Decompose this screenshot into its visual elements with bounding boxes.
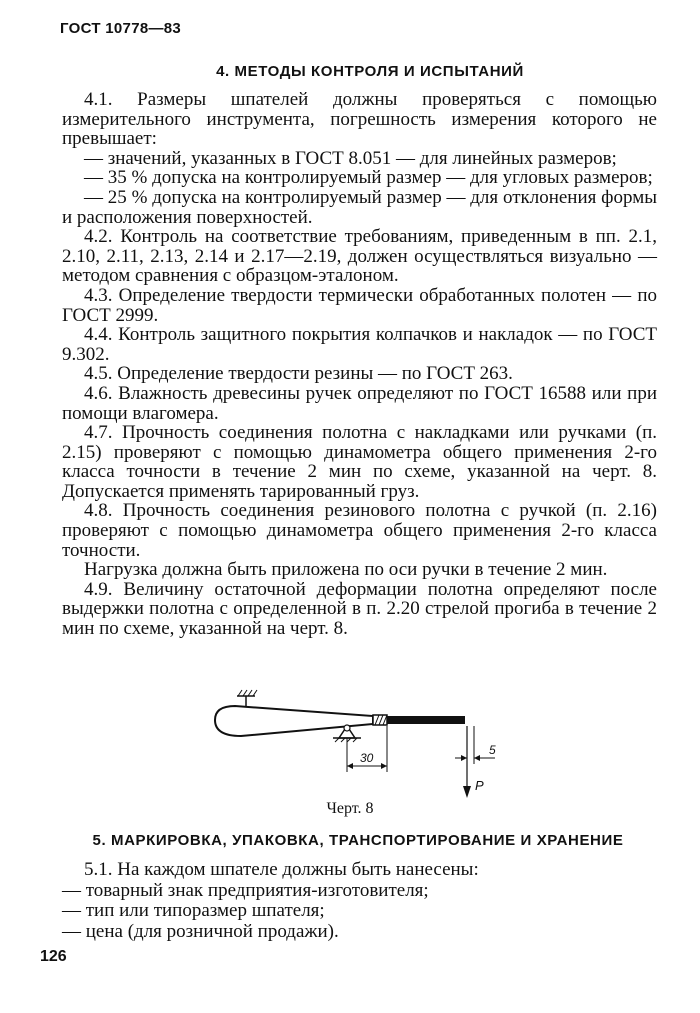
blade [387, 716, 465, 724]
dimension-5-label: 5 [489, 743, 496, 757]
figure-caption: Черт. 8 [326, 800, 374, 817]
paragraph-load: Нагрузка должна быть приложена по оси ручки в течение 2 мин. [84, 559, 608, 581]
paragraph-4-1: 4.1. Размеры шпателей должны проверяться с помощью измерительного инструмента, погрешность измерения которого не превышает: [62, 89, 657, 150]
force-arrow [463, 778, 484, 798]
section-4-body [62, 90, 657, 639]
fixed-support-top [237, 690, 257, 706]
paragraph-4-5: 4.5. Определение твердости резины — по ГОСТ 263. [84, 363, 513, 385]
dimension-5 [455, 743, 496, 761]
paragraph-4-8: 4.8. Прочность соединения резинового полотна с ручкой (п. 2.16) проверяют с помощью динамометра общего применения 2-го класса точности. [62, 500, 657, 561]
list-item-price: — цена (для розничной продажи). [62, 920, 339, 942]
document-header: ГОСТ 10778—83 [60, 20, 182, 37]
force-label: P [475, 778, 484, 793]
paragraph-4-3: 4.3. Определение твердости термически обработанных полотен — по ГОСТ 2999. [62, 284, 657, 326]
figure-8-diagram [205, 682, 505, 800]
paragraph-4-4: 4.4. Контроль защитного покрытия колпачков и накладок — по ГОСТ 9.302. [62, 324, 657, 365]
dimension-30 [347, 751, 387, 769]
ferrule [373, 715, 387, 725]
paragraph-4-9: 4.9. Величину остаточной деформации полотна определяют после выдержки полотна с определенной в п. 2.20 стрелой прогиба в течение 2 мин по схеме, указанной на черт. 8. [62, 578, 657, 640]
list-item-angular: — 35 % допуска на контролируемый размер — для угловых размеров; [84, 167, 653, 189]
page-number: 126 [40, 948, 67, 965]
list-item-linear: — значений, указанных в ГОСТ 8.051 — для линейных размеров; [84, 147, 617, 169]
section-5-title: 5. МАРКИРОВКА, УПАКОВКА, ТРАНСПОРТИРОВАНИЕ И ХРАНЕНИЕ [92, 832, 624, 849]
list-item-form: — 25 % допуска на контролируемый размер — для отклонения формы и расположения поверхностей. [62, 186, 657, 228]
section-4-title: 4. МЕТОДЫ КОНТРОЛЯ И ИСПЫТАНИЙ [216, 63, 524, 80]
list-item-trademark: — товарный знак предприятия-изготовителя; [62, 879, 429, 901]
paragraph-4-7: 4.7. Прочность соединения полотна с накладками или ручками (п. 2.15) проверяют с помощью динамометра общего применения 2-го класса точности в течение 2 мин по схеме, указанной на черт. 8. Допускается применять тарированный груз. [62, 422, 657, 502]
section-5-body [62, 860, 657, 942]
spatula-test-diagram [205, 682, 505, 800]
list-item-type: — тип или типоразмер шпателя; [62, 900, 325, 921]
paragraph-5-1: 5.1. На каждом шпателе должны быть нанесены: [84, 859, 479, 880]
paragraph-4-2: 4.2. Контроль на соответствие требованиям, приведенным в пп. 2.1, 2.10, 2.11, 2.13, 2.14 и 2.17—2.19, должен осуществляться визуально — методом сравнения с образцом-эталоном. [62, 226, 657, 287]
dimension-30-label: 30 [360, 751, 374, 765]
paragraph-4-6: 4.6. Влажность древесины ручек определяют по ГОСТ 16588 или при помощи влагомера. [62, 382, 657, 424]
